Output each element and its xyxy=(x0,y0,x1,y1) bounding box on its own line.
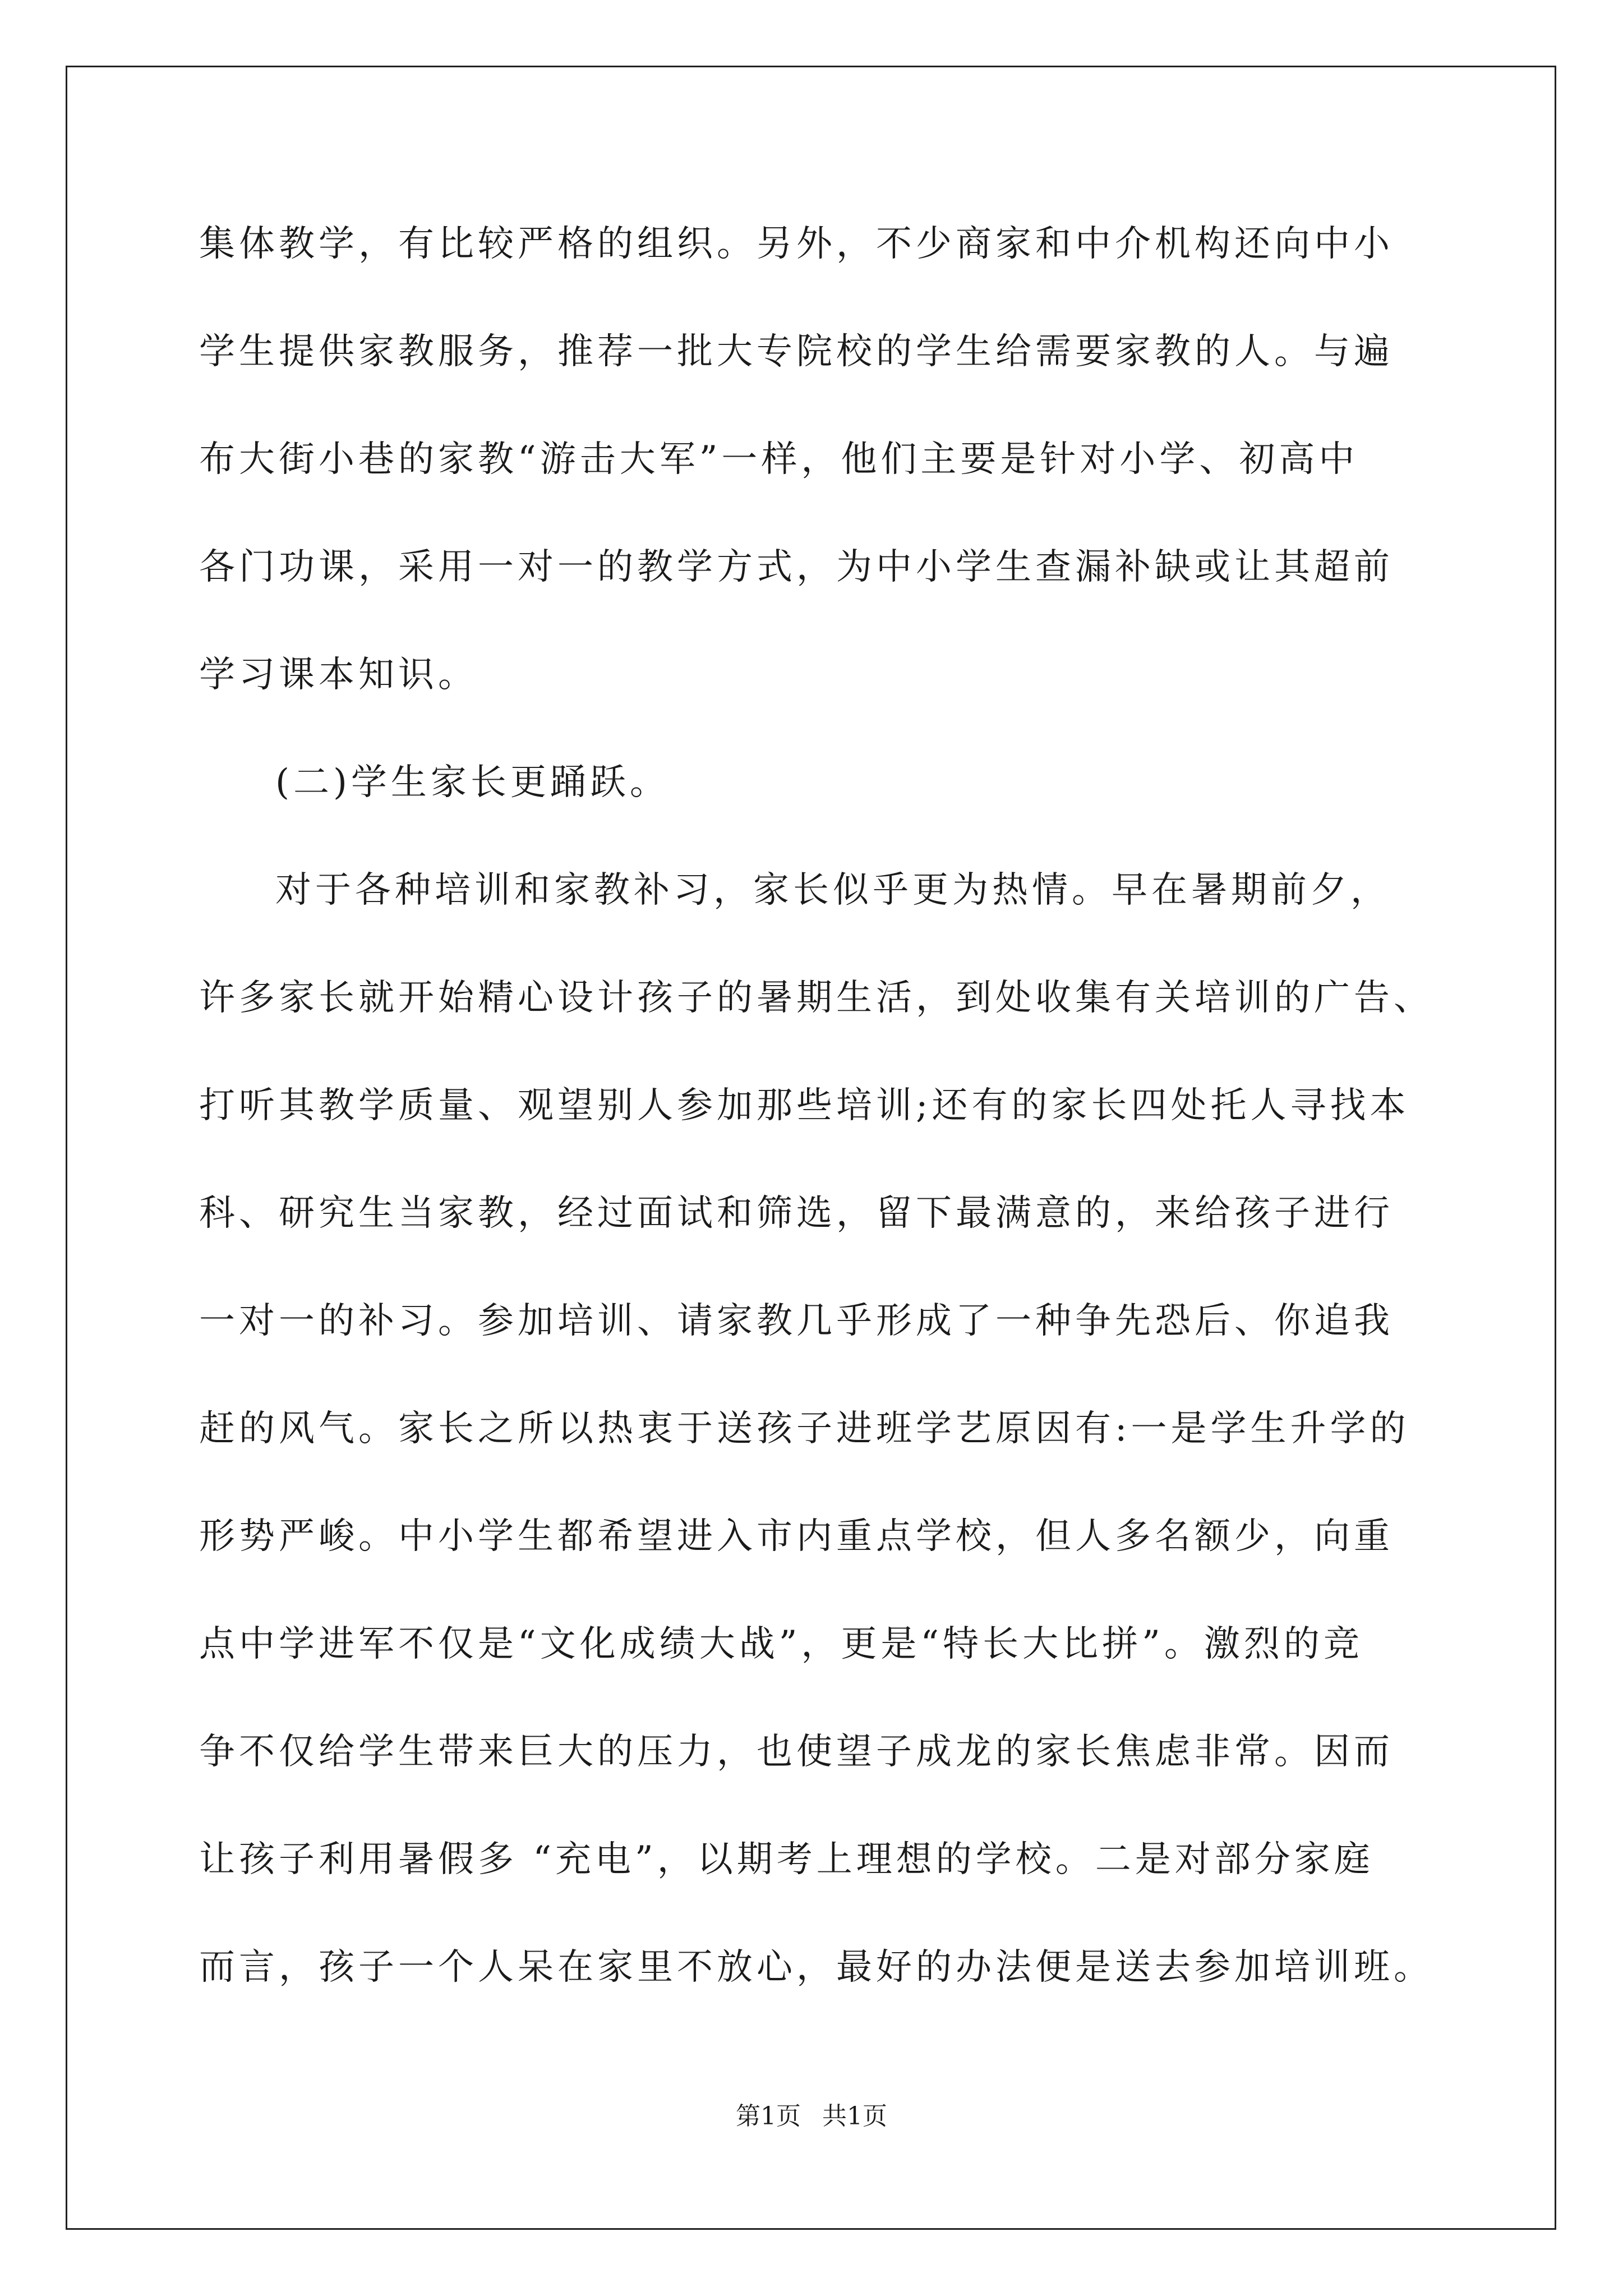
page-footer xyxy=(0,2100,1623,2133)
page-number: 第1页 xyxy=(736,2102,801,2131)
text-line: 对于各种培训和家教补习，家长似乎更为热情。早在暑期前夕， xyxy=(275,869,1390,911)
page-total: 共1页 xyxy=(822,2102,887,2131)
text-line: 集体教学，有比较严格的组织。另外，不少商家和中介机构还向中小 xyxy=(199,223,1394,265)
text-line: 打听其教学质量、观望别人参加那些培训;还有的家长四处托人寻找本 xyxy=(199,1085,1410,1126)
text-line: 学生提供家教服务，推荐一批大专院校的学生给需要家教的人。与遍 xyxy=(199,331,1394,372)
text-line: 形势严峻。中小学生都希望进入市内重点学校，但人多名额少，向重 xyxy=(199,1516,1394,1557)
text-line: 一对一的补习。参加培训、请家教几乎形成了一种争先恐后、你追我 xyxy=(199,1300,1394,1342)
text-line: 而言，孩子一个人呆在家里不放心，最好的办法便是送去参加培训班。 xyxy=(199,1947,1433,1988)
text-line: 让孩子利用暑假多 “充电”，以期考上理想的学校。二是对部分家庭 xyxy=(199,1839,1374,1880)
text-line: 许多家长就开始精心设计孩子的暑期生活，到处收集有关培训的广告、 xyxy=(199,977,1433,1019)
text-line: 点中学进军不仅是“文化成绩大战”，更是“特长大比拼”。激烈的竞 xyxy=(199,1623,1363,1665)
text-line: 科、研究生当家教，经过面试和筛选，留下最满意的，来给孩子进行 xyxy=(199,1193,1394,1234)
text-line: 布大街小巷的家教“游击大军”一样，他们主要是针对小学、初高中 xyxy=(199,439,1359,480)
text-line: 学习课本知识。 xyxy=(199,654,478,696)
text-line: 赶的风气。家长之所以热衷于送孩子进班学艺原因有:一是学生升学的 xyxy=(199,1408,1410,1450)
text-line: 各门功课，采用一对一的教学方式，为中小学生查漏补缺或让其超前 xyxy=(199,546,1394,588)
text-line: 争不仅给学生带来巨大的压力，也使望子成龙的家长焦虑非常。因而 xyxy=(199,1731,1394,1773)
document-body xyxy=(199,216,1433,2047)
section-heading: (二)学生家长更踊跃。 xyxy=(275,762,670,803)
